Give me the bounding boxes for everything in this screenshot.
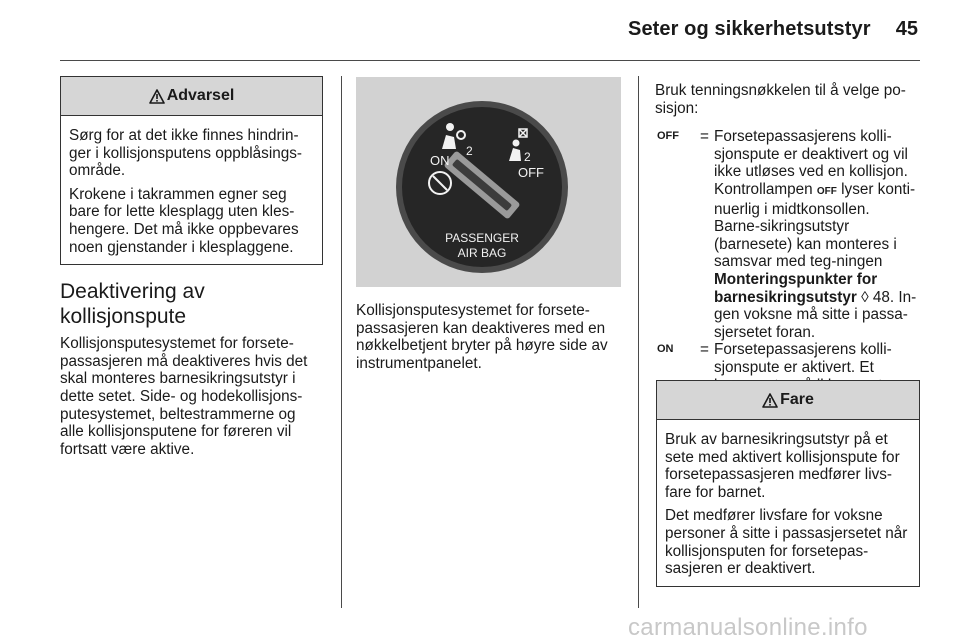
airbag-off-indicator-icon-inline: OFF bbox=[816, 185, 837, 197]
reference-arrow-icon: ◊ bbox=[861, 288, 869, 306]
definition-text: Forsetepassasjerens kolli-sjonspute er deaktivert og vil ikke utløses ved en kollisjon. Kontrollampen OFF lyser konti-nuerlig i midtkonsollen. Barne-sikringsutstyr (barnesete) kan monteres i samsvar med teg-ningen Monteringspunkter for barnesikringsutstyr ◊ 48. In-gen voksne må sitte i passa-sjersetet foran. bbox=[714, 128, 917, 341]
warning-paragraph: Krokene i takrammen egner seg bare for lette klesplagg uten kles-hengere. Det må ikke oppbevares noen gjenstander i klesplaggene. bbox=[69, 185, 299, 256]
section-heading: Deaktivering av kollisjonspute bbox=[60, 280, 205, 329]
danger-container bbox=[656, 380, 920, 587]
danger-body bbox=[657, 420, 919, 586]
warning-body bbox=[61, 116, 322, 264]
figure-caption: Kollisjonsputesystemet for forsete-passasjeren kan deaktiveres med en nøkkelbetjent bryter på høyre side av instrumentpanelet. bbox=[356, 302, 608, 372]
page-header-title: Seter og sikkerhetsutstyr bbox=[628, 18, 871, 40]
label-2-right: 2 bbox=[524, 150, 531, 164]
label-airbag: AIR BAG bbox=[457, 246, 507, 260]
header-divider bbox=[60, 60, 920, 61]
intro-paragraph: Bruk tenningsnøkkelen til å velge po-sisjon: bbox=[655, 82, 906, 117]
body-paragraph: Kollisjonsputesystemet for forsete-passasjeren må deaktiveres hvis det skal monteres barnesikringsutstyr i dette setet. Side- og hodekollisjons-putesystemet, beltestrammerne og alle kollisjonsputene for føreren vil fortsatt være aktive. bbox=[60, 335, 308, 458]
label-2-left: 2 bbox=[466, 144, 473, 158]
label-on: ON bbox=[430, 153, 450, 168]
warning-triangle-icon bbox=[762, 393, 778, 408]
danger-label: Fare bbox=[780, 391, 814, 409]
equals-sign: = bbox=[700, 128, 709, 146]
cross-reference-link[interactable]: Monteringspunkter for barnesikringsutstyr bbox=[714, 270, 878, 306]
danger-header bbox=[657, 381, 919, 420]
warning-triangle-icon bbox=[149, 89, 165, 104]
column-divider-1 bbox=[341, 76, 342, 608]
column-1 bbox=[60, 76, 323, 458]
danger-paragraph: Det medfører livsfare for voksne personer å sitte i passasjersetet når kollisjonsputen for forsetepas-sasjeren er deaktivert. bbox=[665, 507, 908, 578]
warning-label: Advarsel bbox=[166, 87, 235, 105]
watermark: carmanualsonline.info bbox=[628, 614, 868, 641]
danger-paragraph: Bruk av barnesikringsutstyr på et sete med aktivert kollisjonspute for forsetepassasjeren medfører livs-fare for barnet. bbox=[665, 431, 900, 501]
label-passenger: PASSENGER bbox=[445, 231, 519, 245]
column-2-caption bbox=[356, 302, 626, 372]
definition-text: Forsetepassasjerens kolli-sjonspute er aktivert. Et bbox=[714, 341, 892, 376]
airbag-on-indicator-icon: ON bbox=[657, 343, 674, 356]
page-number: 45 bbox=[895, 18, 918, 40]
airbag-switch-figure bbox=[356, 77, 621, 287]
airbag-off-indicator-icon: OFF bbox=[657, 130, 679, 143]
danger-box bbox=[656, 380, 920, 587]
column-divider-2 bbox=[638, 76, 639, 608]
equals-sign: = bbox=[700, 341, 709, 359]
airbag-key-switch-illustration bbox=[356, 77, 621, 287]
label-off: OFF bbox=[518, 165, 544, 180]
column-3 bbox=[655, 82, 919, 394]
warning-paragraph: Sørg for at det ikke finnes hindrin-ger i kollisjonsputens oppblåsings-område. bbox=[69, 127, 302, 180]
warning-box bbox=[60, 76, 323, 265]
definition-off bbox=[655, 128, 919, 341]
warning-header bbox=[61, 77, 322, 116]
